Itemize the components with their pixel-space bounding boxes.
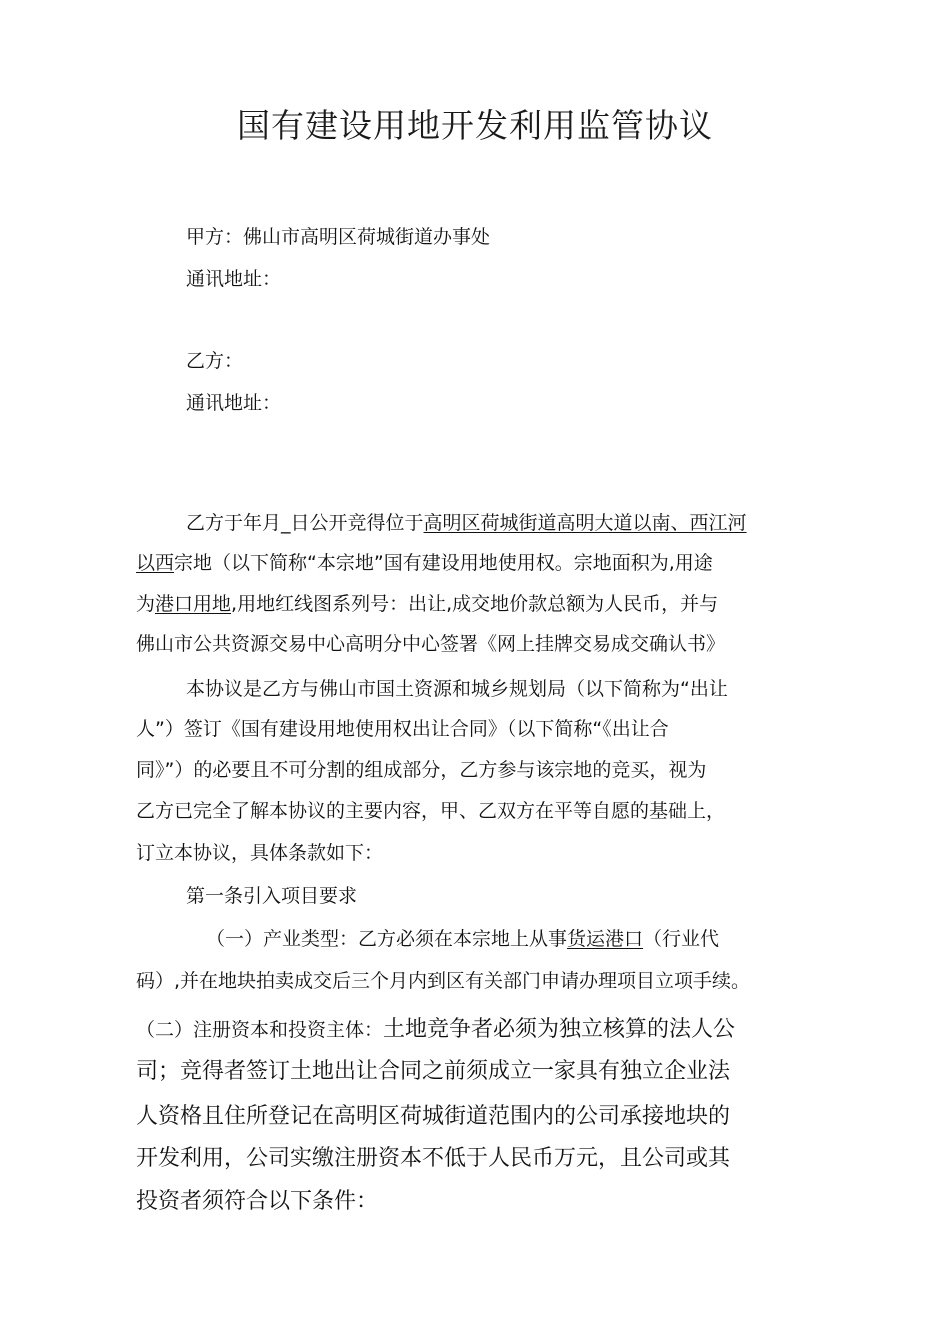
item-2-line-1 (136, 1012, 735, 1043)
party-a: 甲方：佛山市高明区荷城街道办事处 (186, 226, 491, 248)
item-2-line-2: 司；竞得者签订土地出让合同之前须成立一家具有独立企业法 (136, 1059, 731, 1084)
underlined-industry: 货运港口 (567, 928, 644, 950)
item-2-line-4: 开发利用，公司实缴注册资本不低于人民币万元，且公司或其 (136, 1146, 731, 1171)
paragraph-2-line-3: 同》”）的必要且不可分割的组成部分，乙方参与该宗地的竞买，视为 (136, 759, 707, 781)
underlined-use: 港口用地 (155, 593, 232, 615)
paragraph-2-line-4: 乙方已完全了解本协议的主要内容，甲、乙双方在平等自愿的基础上， (136, 800, 726, 822)
text: （二）注册资本和投资主体： (136, 1019, 384, 1041)
text: （行业代 (643, 928, 720, 950)
document-title: 国有建设用地开发利用监管协议 (237, 106, 713, 145)
paragraph-1-line-2 (136, 548, 713, 575)
item-2-line-3: 人资格且住所登记在高明区荷城街道范围内的公司承接地块的 (136, 1104, 731, 1129)
text: 宗地（以下简称“本宗地”国有建设用地使用权。宗地面积为,用途 (174, 552, 713, 574)
text: （一）产业类型：乙方必须在本宗地上从事 (206, 928, 568, 950)
underlined-location: 以西 (136, 552, 175, 574)
underlined-location: 高明区荷城街道高明大道以南、西江河 (423, 512, 747, 534)
text: 为 (136, 593, 156, 615)
item-1-line-2: 码）,并在地块拍卖成交后三个月内到区有关部门申请办理项目立项手续。 (136, 970, 751, 992)
paragraph-1-line-3 (136, 589, 718, 616)
paragraph-2-line-2: 人”）签订《国有建设用地使用权出让合同》（以下简称“《出让合 (136, 718, 669, 740)
address-a: 通讯地址： (186, 268, 282, 290)
paragraph-2-line-5: 订立本协议，具体条款如下： (136, 842, 384, 864)
text: 乙方于年月_日公开竞得位于 (186, 512, 424, 534)
text: ,用地红线图系列号：出让,成交地价款总额为人民币，并与 (231, 593, 719, 615)
item-2-line-5: 投资者须符合以下条件： (136, 1189, 379, 1214)
text: 土地竞争者必须为独立核算的法人公 (383, 1017, 736, 1042)
paragraph-2-line-1: 本协议是乙方与佛山市国土资源和城乡规划局（以下简称为“出让 (186, 678, 728, 700)
party-b: 乙方： (186, 350, 244, 372)
article-1-heading: 第一条引入项目要求 (186, 885, 358, 907)
paragraph-1-line-1 (186, 508, 747, 535)
paragraph-1-line-4: 佛山市公共资源交易中心高明分中心签署《网上挂牌交易成交确认书》 (136, 633, 726, 655)
item-1-line-1 (206, 924, 719, 951)
address-b: 通讯地址： (186, 392, 282, 414)
